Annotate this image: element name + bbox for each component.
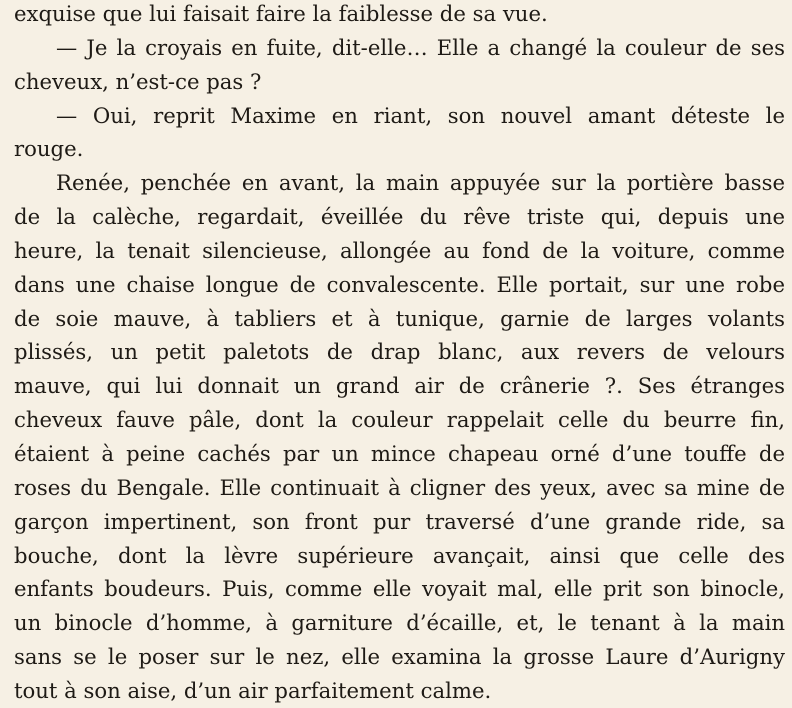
paragraph (14, 99, 785, 167)
text-line: Renée, penchée en avant, la main appuyée sur la portière basse (56, 170, 785, 196)
reader-page (14, 0, 785, 708)
text-line: étaient à peine cachés par un mince chapeau orné d’une touffe de (14, 440, 785, 466)
text-line: heure, la tenait silencieuse, allongée au fond de la voiture, comme (14, 237, 785, 263)
text-line: — Oui, reprit Maxime en riant, son nouvel amant déteste le (56, 102, 785, 128)
paragraph (14, 166, 785, 708)
text-line: dans une chaise longue de convalescente. Elle portait, sur une robe (14, 271, 785, 297)
text-line: plissés, un petit paletots de drap blanc, aux revers de velours (14, 339, 785, 365)
text-line: cheveux, n’est-ce pas ? (14, 68, 262, 94)
text-line: mauve, qui lui donnait un grand air de crânerie ?. Ses étranges (14, 373, 785, 399)
text-line: de soie mauve, à tabliers et à tunique, garnie de larges volants (14, 305, 785, 331)
text-line: enfants boudeurs. Puis, comme elle voyait mal, elle prit son binocle, (14, 576, 785, 602)
paragraph (14, 31, 785, 99)
text-line: exquise que lui faisait faire la faiblesse de sa vue. (14, 1, 548, 26)
text-line: sans se le poser sur le nez, elle examina la grosse Laure d’Aurigny (14, 644, 785, 670)
paragraph (14, 0, 785, 31)
text-line: — Je la croyais en fuite, dit-elle… Elle a changé la couleur de ses (56, 34, 785, 60)
text-line: garçon impertinent, son front pur traversé d’une grande ride, sa (14, 508, 785, 534)
text-line: bouche, dont la lèvre supérieure avançait, ainsi que celle des (14, 542, 785, 568)
text-line: de la calèche, regardait, éveillée du rêve triste qui, depuis une (14, 204, 785, 230)
text-line: cheveux fauve pâle, dont la couleur rappelait celle du beurre fin, (14, 407, 785, 433)
text-line: tout à son aise, d’un air parfaitement calme. (14, 677, 492, 703)
text-line: roses du Bengale. Elle continuait à cligner des yeux, avec sa mine de (14, 474, 785, 500)
text-line: un binocle d’homme, à garniture d’écaille, et, le tenant à la main (14, 610, 785, 636)
text-line: rouge. (14, 136, 84, 162)
